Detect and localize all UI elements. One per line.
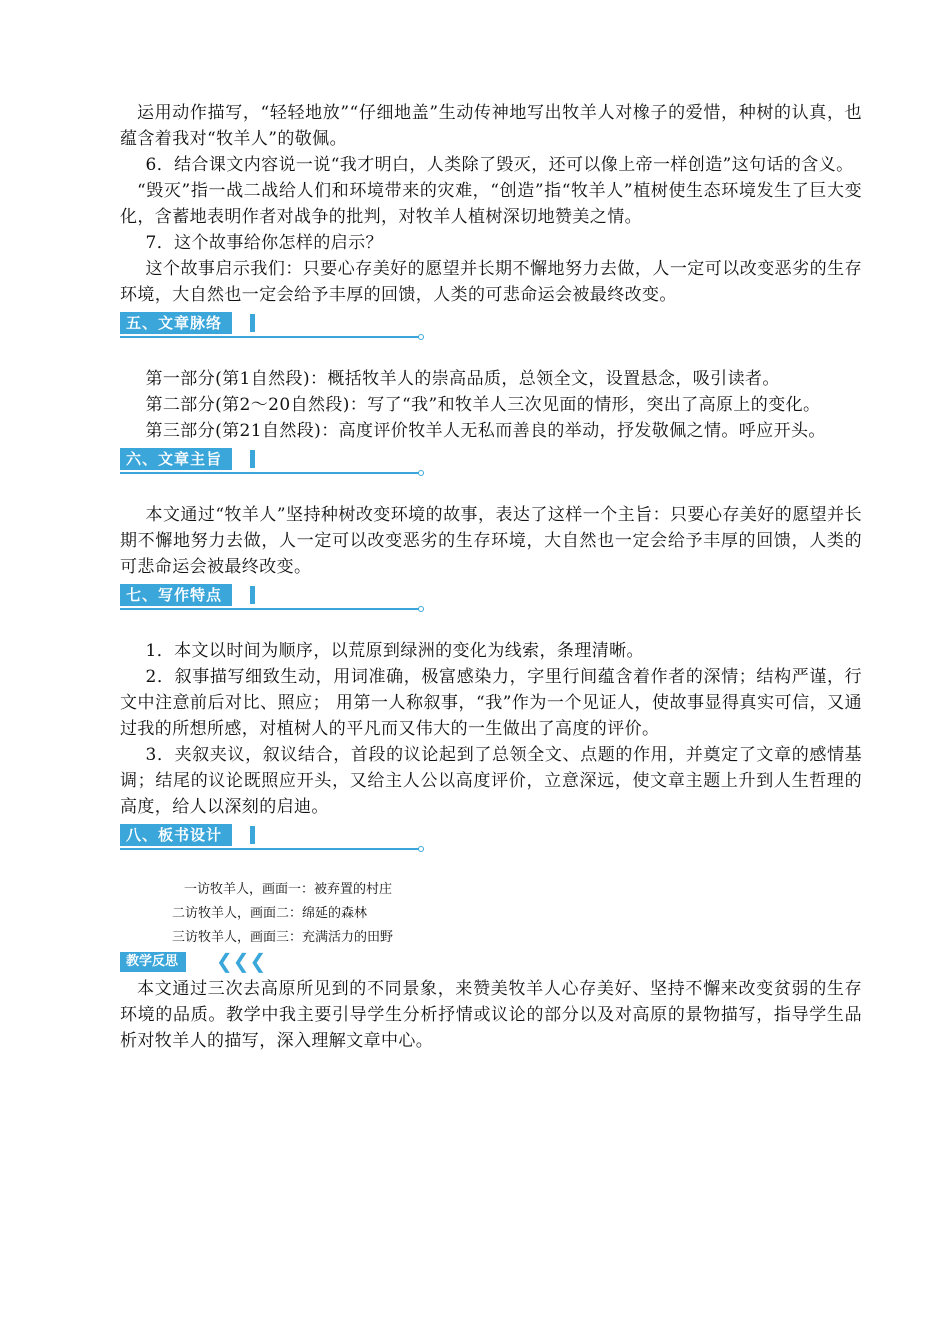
board-design <box>120 878 862 950</box>
answer-7: 这个故事启示我们：只要心存美好的愿望并长期不懈地努力去做，人一定可以改变恶劣的生存环境，大自然也一定会给予丰厚的回馈，人类的可悲命运会被最终改变。 <box>120 259 862 305</box>
header-dot-decoration <box>418 334 424 340</box>
paragraph: 本文通过“牧羊人”坚持种树改变环境的故事，表达了这样一个主旨：只要心存美好的愿望并长期不懈地努力去做，人一定可以改变恶劣的生存环境，大自然也一定会给予丰厚的回馈，人类的可悲命运会被最终改变。 <box>120 505 862 577</box>
question-7: 7．这个故事给你怎样的启示？ <box>145 233 383 253</box>
section-title: 六、文章主旨 <box>120 448 232 470</box>
paragraph: 第三部分(第21自然段)：高度评价牧羊人无私而善良的举动，抒发敬佩之情。呼应开头。 <box>145 421 826 441</box>
paragraph: 1．本文以时间为顺序，以荒原到绿洲的变化为线索，条理清晰。 <box>145 641 644 661</box>
paragraph: 第二部分(第2～20自然段)：写了“我”和牧羊人三次见面的情形，突出了高原上的变化。 <box>145 395 821 415</box>
document-content <box>120 100 862 1054</box>
header-dot-decoration <box>418 470 424 476</box>
header-underline <box>120 472 420 474</box>
header-dot-decoration <box>418 606 424 612</box>
section-header-writing-features <box>120 584 862 608</box>
paragraph: 2．叙事描写细致生动，用词准确，极富感染力，字里行间蕴含着作者的深情；结构严谨，行文中注意前后对比、照应； 用第一人称叙事，“我”作为一个见证人，使故事显得真实可信，又通过我的所想所感，对植树人的平凡而又伟大的一生做出了高度的评价。 <box>120 667 862 739</box>
answer-6: “毁灭”指一战二战给人们和环境带来的灾难，“创造”指“牧羊人”植树使生态环境发生了巨大变化，含蓄地表明作者对战争的批判，对牧羊人植树深切地赞美之情。 <box>120 181 862 227</box>
paragraph: 运用动作描写，“轻轻地放”“仔细地盖”生动传神地写出牧羊人对橡子的爱惜，种树的认真，也蕴含着我对“牧羊人”的敬佩。 <box>120 103 862 149</box>
paragraph: 3．夹叙夹议，叙议结合，首段的议论起到了总领全文、点题的作用，并奠定了文章的感情基调；结尾的议论既照应开头，又给主人公以高度评价，立意深远，使文章主题上升到人生哲理的高度，给人以深刻的启迪。 <box>120 745 862 817</box>
section-header-structure <box>120 312 862 336</box>
reflection-text: 本文通过三次去高原所见到的不同景象，来赞美牧羊人心存美好、坚持不懈来改变贫弱的生存环境的品质。教学中我主要引导学生分析抒情或议论的部分以及对高原的景物描写，指导学生品析对牧羊人的描写，深入理解文章中心。 <box>120 979 862 1051</box>
board-line: 三访牧羊人，画面三：充满活力的田野 <box>172 930 394 945</box>
board-line: 二访牧羊人，画面二：绵延的森林 <box>172 906 368 921</box>
reflection-title: 教学反思 <box>120 952 186 972</box>
header-underline <box>120 336 420 338</box>
header-bar-decoration <box>250 826 255 844</box>
section-title: 七、写作特点 <box>120 584 232 606</box>
section-header-theme <box>120 448 862 472</box>
question-6: 6．结合课文内容说一说“我才明白，人类除了毁灭，还可以像上帝一样创造”这句话的含义。 <box>145 155 854 175</box>
board-line: 一访牧羊人，画面一：被弃置的村庄 <box>184 882 393 897</box>
reflection-header <box>120 949 862 974</box>
section-title: 五、文章脉络 <box>120 312 232 334</box>
paragraph: 第一部分(第1自然段)：概括牧羊人的崇高品质，总领全文，设置悬念，吸引读者。 <box>145 369 780 389</box>
header-bar-decoration <box>250 586 255 604</box>
header-bar-decoration <box>250 450 255 468</box>
chevron-left-icon: ❮❮❮ <box>216 949 267 973</box>
header-dot-decoration <box>418 846 424 852</box>
header-underline <box>120 848 420 850</box>
section-header-board-design <box>120 824 862 848</box>
header-bar-decoration <box>250 314 255 332</box>
section-title: 八、板书设计 <box>120 824 232 846</box>
header-underline <box>120 608 420 610</box>
